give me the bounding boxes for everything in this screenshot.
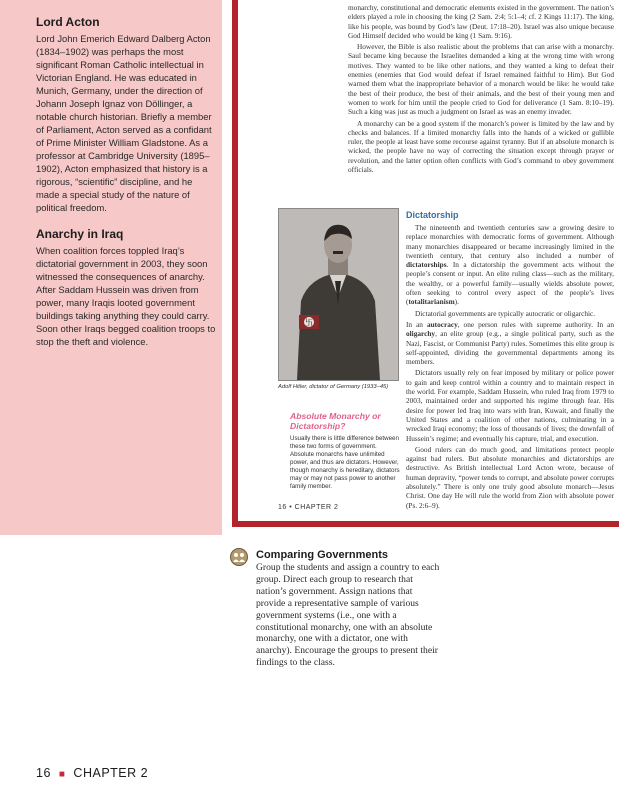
dictatorship-paragraph: Dictators usually rely on fear imposed by military or police power to gain and keep control within a country and to maintain respect in the world. For example, Saddam Hussein, who ruled Iraq from 1979 to 2003, maintained order and supported his regime through fear. His desire for power led Iraq into wars with Iran, Kuwait, and finally the United States and a coalition of other nations, culminating in a wrecked Iraqi economy; the loss of thousands of lives; the downfall of Hussein’s regime; and eventually his capture, trial, and execution. (406, 368, 614, 443)
square-bullet-icon: ■ (58, 769, 66, 780)
text-run: In an (406, 319, 427, 329)
dictatorship-paragraph (406, 223, 614, 307)
top-paragraph: However, the Bible is also realistic about the problems that can arise with a monarchy. Saul became king because the Israelites demanded a king at the wrong time with wrong motives. They wanted to be like other nations, and they wanted a king to defeat their enemies (enemies that God would defeat if Israel remained faithful to Him). But God warned them what the inappropriate behavior of a monarch would be like: he would take the best of their produce, the best of their animals, and the best of their young men and women to work for him until the people cried to God for deliverance (1 Sam. 8:10–19). Such a king was just as much a judgment on Israel as was an enemy invader. (348, 42, 614, 117)
teacher-box-body: Group the students and assign a country to each group. Direct each group to research that nation’s government. Assign nations that provide a representative sample of various government systems (i.e., one with a constitutional monarchy, one with an absolute monarchy, one with a dictator, one with anarchy). Encourage the groups to present their findings to the class. (256, 562, 440, 669)
section-heading-dictatorship: Dictatorship (406, 210, 459, 220)
page-footer (36, 766, 148, 780)
teacher-box-title: Comparing Governments (256, 549, 389, 561)
bullet-separator: • (289, 504, 293, 511)
dictatorship-text-block (406, 223, 614, 512)
dictatorship-paragraph: Dictatorial governments are typically autocratic or oligarchic. (415, 308, 596, 318)
sidebox-body: Usually there is little difference between these two forms of government. Absolute monarchs have unlimited power, and thus are dictators. However, though monarchy is hereditary, dictators may or may not pass power to another family member. (290, 435, 400, 490)
page-number: 16 (36, 766, 51, 780)
hitler-photo (278, 208, 399, 381)
sidebox-title: Absolute Monarchy or Dictatorship? (290, 411, 381, 431)
sidebar-iraq-title: Anarchy in Iraq (36, 227, 124, 241)
svg-text:卐: 卐 (305, 318, 313, 327)
people-icon (231, 549, 247, 565)
sidebar-acton-title: Lord Acton (36, 15, 100, 29)
chapter-label: CHAPTER 2 (73, 766, 149, 780)
top-paragraph: A monarchy can be a good system if the monarch’s power is limited by the law and by checks and balances. If a limited monarchy falls into the hands of a wicked or gullible ruler, the people at least have some recourse against tyranny. But if an absolute monarch is wicked, the people have no way of correcting the situation except through prayer or revolution, and the latter option often conflicts with God’s command to obey government officials. (348, 118, 614, 175)
sidebar-iraq-section (36, 227, 218, 348)
text-run: . In a dictatorship the government acts without the people’s consent or input. An elite ruling class—such as the military, the wealthy, or a powerful family—usually wields absolute power, often seeking to control every aspect of the people’s lives ( (406, 260, 614, 307)
photo-caption: Adolf Hitler, dictator of Germany (1933–45) (278, 384, 389, 390)
student-page-thumbnail (232, 0, 619, 527)
footer-chapter-label: CHAPTER 2 (294, 504, 339, 511)
sidebar-acton-section (36, 15, 218, 214)
key-term: dictatorships (406, 260, 447, 270)
sidebar-iraq-body: When coalition forces toppled Iraq’s dictatorial government in 2003, they soon witnessed the consequences of anarchy. After Saddam Hussein was driven from power, many Iraqis looted government buildings taking anything they could carry. Soon other Iraqs begged coalition troops to stop the theft and violence. (36, 245, 216, 347)
group-activity-icon (230, 548, 248, 566)
key-term: autocracy (426, 319, 458, 329)
dictatorship-paragraph (406, 320, 614, 366)
text-run: The nineteenth and twentieth centuries saw a growing desire to replace monarchies with democratic forms of government. Although many monarchies disappeared or became increasingly limited in the twentieth century, that century also included a number of (406, 223, 614, 260)
text-run: , an elite group (e.g., a single political party, such as the Nazi, Fascist, or Communist Party) rules. Sometimes this elite group is self-appointed, dividing the governmental departments among its members. (406, 329, 614, 367)
sidebar-acton-body: Lord John Emerich Edward Dalberg Acton (1834–1902) was perhaps the most significant Roman Catholic intellectual in Victorian England. He was educated in Munich, Germany, under the direction of Johann Joseph Ignaz von Döllinger, a notable church historian. Briefly a member of Parliament, Acton served as a confidant of Prime Minister William Gladstone. As a professor at Cambridge University (1895–1902), Acton emphasized that history is a rigorous, “scientific” discipline, and he made a special study of the nature of political freedom. (36, 33, 212, 213)
top-paragraph: monarchy, constitutional and democratic elements existed in the government. The nation’s elders played a role in choosing the king (2 Sam. 2:4; 5:1–4; cf. 2 Kings 11:17). The king, like his people, was bound by God’s law (Deut. 17:18–20). Israel was also unique because God Himself decided who would be king (1 Sam. 9:16). (348, 3, 614, 40)
dictatorship-paragraph: Good rulers can do much good, and limitations protect people against bad rulers. But absolute monarchies and dictatorships are destructive. As British intellectual Lord Acton wrote, because of human depravity, “power tends to corrupt, and absolute power corrupts absolutely.” There is only one truly good absolute monarch—Jesus Christ. One day He will rule the world from Zion with absolute power (Ps. 2:6–9). (406, 444, 614, 510)
sidebar-panel (0, 0, 222, 535)
key-term: totalitarianism (408, 297, 455, 307)
key-term: oligarchy (406, 329, 436, 339)
top-text-block (348, 3, 614, 176)
text-run: ). (454, 297, 459, 307)
text-run: , one person rules with supreme authority. In an (457, 319, 614, 329)
footer-page-number: 16 (278, 504, 287, 511)
portrait-illustration (279, 209, 398, 380)
student-page-footer (278, 504, 338, 511)
